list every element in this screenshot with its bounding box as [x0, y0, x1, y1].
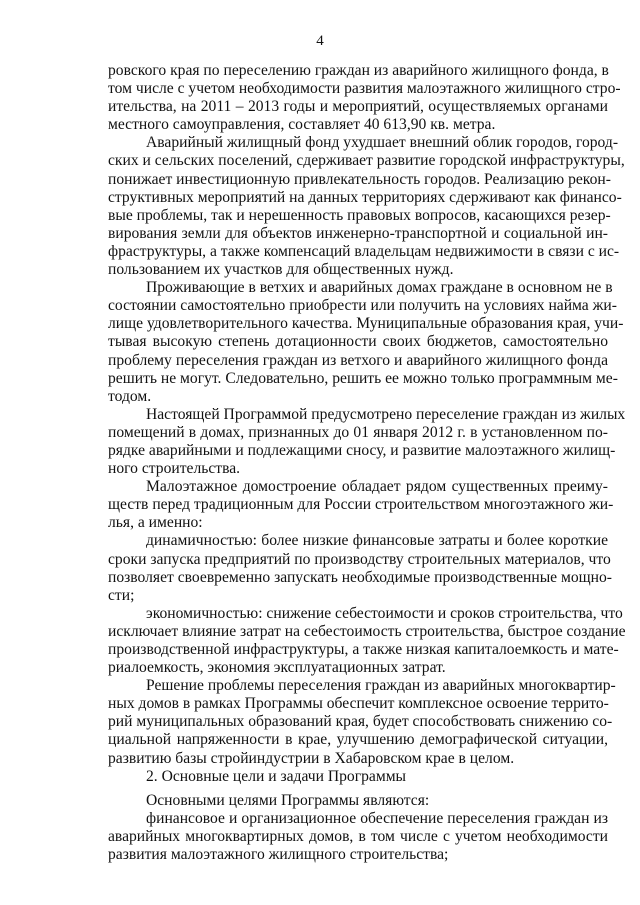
text-line: помещений в домах, признанных до 01 января 2012 г. в установленном по- [108, 423, 608, 441]
text-line: тывая высокую степень дотационности своих бюджетов, самостоятельно [108, 333, 608, 351]
text-line: аварийных многоквартирных домов, в том числе с учетом необходимости [108, 827, 608, 845]
text-line: Проживающие в ветхих и аварийных домах граждане в основном не в [146, 279, 613, 297]
text-line: состоянии самостоятельно приобрести или получить на условиях найма жи- [108, 297, 617, 315]
text-line: тодом. [108, 387, 152, 405]
text-line: ществ перед традиционным для России строительством многоэтажного жи- [108, 496, 614, 514]
text-line: Малоэтажное домостроение обладает рядом существенных преиму- [146, 478, 608, 496]
text-line: лище удовлетворительного качества. Муниципальные образования края, учи- [108, 315, 624, 333]
text-line: Решение проблемы переселения граждан из аварийных многоквартир- [146, 677, 616, 695]
text-line: решить не могут. Следовательно, решить ее можно только программным ме- [108, 369, 618, 387]
text-line: вирования земли для объектов инженерно-транспортной и социальной ин- [108, 224, 608, 242]
text-line: экономичностью: снижение себестоимости и сроков строительства, что [146, 604, 623, 622]
page-number: 4 [316, 33, 324, 49]
text-line: фраструктуры, а также компенсаций владельцам недвижимости в связи с ис- [108, 242, 620, 260]
text-line: структивных мероприятий на данных территориях сдерживают как финансо- [108, 188, 622, 206]
text-line: ровского края по переселению граждан из аварийного жилищного фонда, в [108, 62, 609, 79]
text-line: том числе с учетом необходимости развития малоэтажного жилищного стро- [108, 80, 621, 98]
text-line: пользованием их участков для общественных нужд. [108, 261, 454, 279]
text-line: сроки запуска предприятий по производству строительных материалов, что [108, 550, 611, 568]
text-line: производственной инфраструктуры, а также низкая капиталоемкость и мате- [108, 641, 619, 658]
text-line: ных домов в рамках Программы обеспечит комплексное освоение террито- [108, 695, 609, 713]
text-line: 2. Основные цели и задачи Программы [146, 767, 407, 785]
text-line: Аварийный жилищный фонд ухудшает внешний облик городов, город- [146, 134, 619, 152]
text-line: ских и сельских поселений, сдерживает развитие городской инфраструктуры, [108, 152, 625, 170]
text-line: позволяет своевременно запускать необходимые производственные мощно- [108, 568, 613, 586]
text-line: рий муниципальных образований края, будет способствовать снижению со- [108, 713, 613, 731]
text-line: ительства, на 2011 – 2013 годы и мероприятий, осуществляемых органами [108, 98, 608, 116]
text-line: циальной напряженности в крае, улучшению демографической ситуации, [108, 731, 608, 749]
text-line: местного самоуправления, составляет 40 613,90 кв. метра. [108, 116, 496, 134]
text-line: проблему переселения граждан из ветхого и аварийного жилищного фонда [108, 351, 608, 369]
text-line: вые проблемы, так и нерешенность правовых вопросов, касающихся резер- [108, 206, 611, 224]
text-line: динамичностью: более низкие финансовые затраты и более короткие [146, 532, 608, 550]
text-line: финансовое и организационное обеспечение переселения граждан из [146, 809, 608, 827]
text-line: ного строительства. [108, 460, 241, 478]
text-line: развитию базы стройиндустрии в Хабаровском крае в целом. [108, 749, 515, 767]
document-body [108, 62, 626, 864]
text-line: развития малоэтажного жилищного строительства; [108, 846, 449, 864]
text-line: риалоемкость, экономия эксплуатационных затрат. [108, 659, 446, 677]
text-line: рядке аварийными и подлежащими сносу, и развитие малоэтажного жилищ- [108, 441, 616, 459]
text-line: сти; [108, 586, 135, 604]
text-line: понижает инвестиционную привлекательность городов. Реализацию рекон- [108, 170, 611, 188]
text-line: лья, а именно: [108, 514, 203, 532]
text-line: исключает влияние затрат на себестоимость строительства, быстрое создание [108, 622, 626, 640]
text-line: Настоящей Программой предусмотрено переселение граждан из жилых [146, 405, 626, 423]
text-line: Основными целями Программы являются: [146, 791, 430, 809]
